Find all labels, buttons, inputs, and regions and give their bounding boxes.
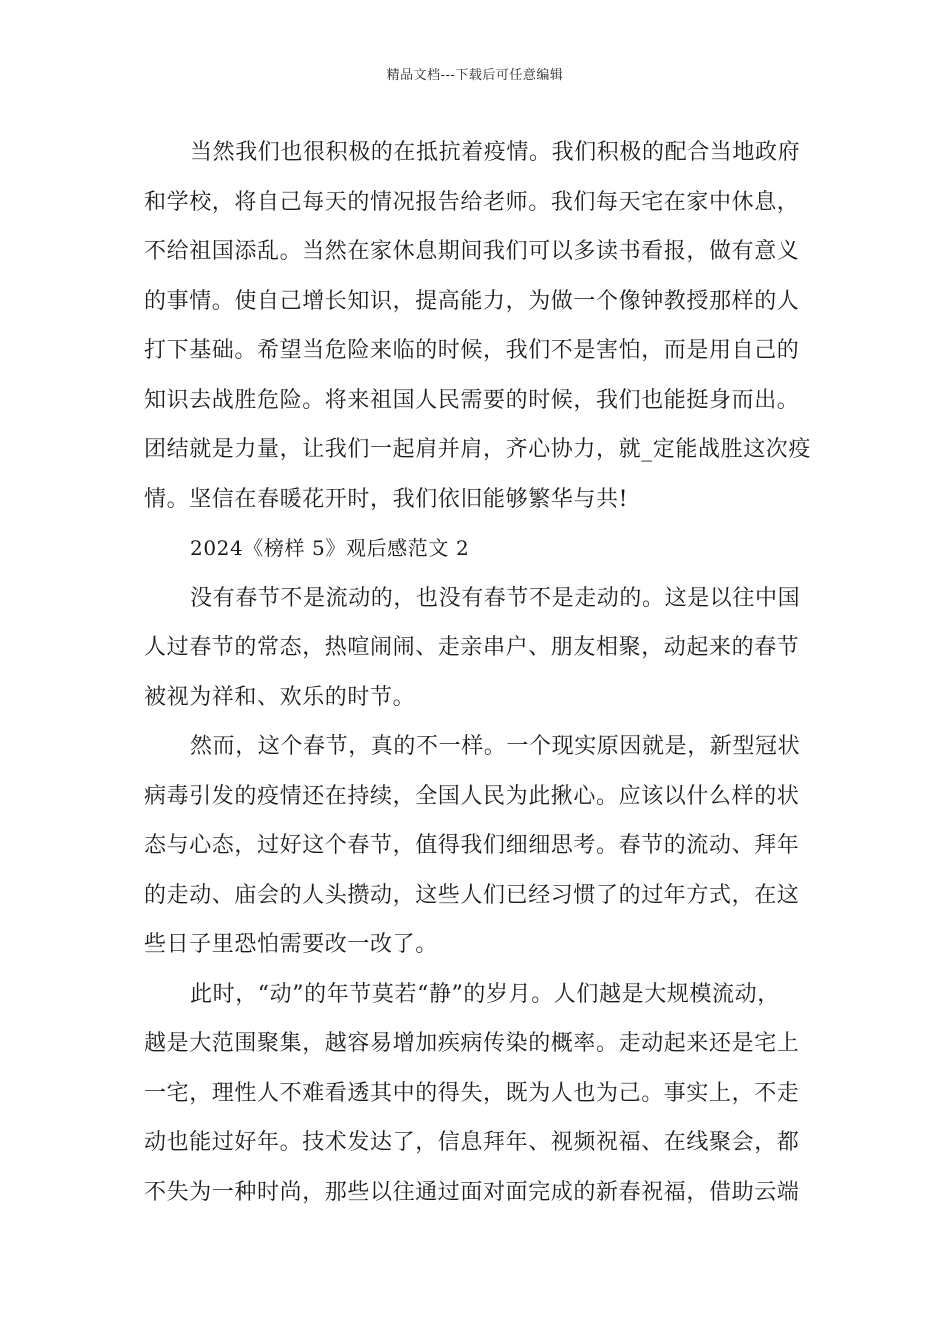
paragraph-line: 的走动、庙会的人头攒动，这些人们已经习惯了的过年方式，在这 — [144, 882, 800, 908]
paragraph-line: 些日子里恐怕需要改一改了。 — [144, 932, 438, 957]
paragraph-line: 情。坚信在春暖花开时，我们依旧能够繁华与共! — [144, 486, 629, 512]
section-title: 2024《榜样 5》观后感范文 2 — [190, 536, 470, 560]
paragraph-line: 不失为一种时尚，那些以往通过面对面完成的新春祝福，借助云端 — [144, 1179, 800, 1205]
paragraph-line: 一宅，理性人不难看透其中的得失，既为人也为己。事实上，不走 — [144, 1080, 800, 1106]
paragraph-line: 病毒引发的疫情还在持续，全国人民为此揪心。应该以什么样的状 — [144, 783, 800, 809]
paragraph-line: 的事情。使自己增长知识，提高能力，为做一个像钟教授那样的人 — [144, 288, 800, 314]
paragraph-line: 动也能过好年。技术发达了，信息拜年、视频祝福、在线聚会，都 — [144, 1130, 800, 1155]
paragraph-line: 人过春节的常态，热喧闹闹、走亲串户、朋友相聚，动起来的春节 — [144, 635, 800, 660]
paragraph-2 — [144, 574, 834, 723]
paragraph-3 — [144, 722, 834, 970]
document-body — [144, 128, 834, 1217]
paragraph-line: 不给祖国添乱。当然在家休息期间我们可以多读书看报，做有意义 — [144, 239, 800, 264]
paragraph-line: 团结就是力量，让我们一起肩并肩，齐心协力，就_定能战胜这次疫 — [144, 437, 812, 462]
paragraph-line: 没有春节不是流动的，也没有春节不是走动的。这是以往中国 — [190, 585, 801, 611]
paragraph-4 — [144, 970, 834, 1218]
page-header: 精品文档---下载后可任意编辑 — [386, 68, 564, 83]
paragraph-line: 态与心态，过好这个春节，值得我们细细思考。春节的流动、拜年 — [144, 833, 800, 858]
paragraph-line: 知识去战胜危险。将来祖国人民需要的时候，我们也能挺身而出。 — [144, 387, 800, 413]
paragraph-line: 然而，这个春节，真的不一样。一个现实原因就是，新型冠状 — [190, 734, 801, 759]
paragraph-line: 此时，“动”的年节莫若“静”的岁月。人们越是大规模流动， — [190, 981, 780, 1007]
paragraph-1 — [144, 128, 834, 524]
paragraph-line: 越是大范围聚集，越容易增加疾病传染的概率。走动起来还是宅上 — [144, 1031, 800, 1056]
paragraph-line: 和学校，将自己每天的情况报告给老师。我们每天宅在家中休息， — [144, 189, 800, 215]
paragraph-line: 打下基础。希望当危险来临的时候，我们不是害怕，而是用自己的 — [144, 338, 800, 363]
paragraph-line: 当然我们也很积极的在抵抗着疫情。我们积极的配合当地政府 — [190, 140, 801, 165]
paragraph-line: 被视为祥和、欢乐的时节。 — [144, 684, 416, 710]
